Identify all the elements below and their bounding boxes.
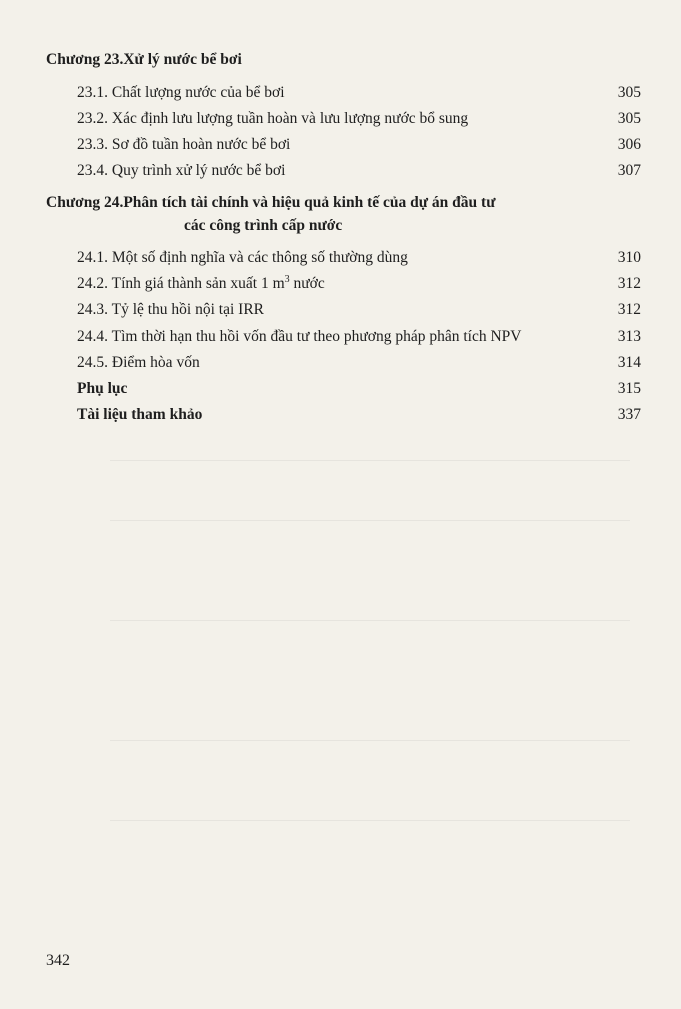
bleed-through-line — [110, 520, 630, 522]
toc-page-references: 337 — [617, 406, 641, 423]
bleed-through-line — [110, 740, 630, 742]
toc-references: Tài liệu tham khảo — [77, 406, 203, 423]
toc-entry-24-5: 24.5. Điểm hòa vốn — [77, 354, 200, 371]
toc-page-24-3: 312 — [617, 301, 641, 318]
toc-page-23-2: 305 — [617, 110, 641, 127]
toc-entry-24-2 — [77, 274, 325, 294]
toc-entry-24-2-superscript: 3 — [284, 273, 290, 285]
toc-entry-24-2-suffix: nước — [289, 275, 325, 292]
chapter-23-title: Chương 23.Xử lý nước bể bơi — [46, 51, 242, 68]
toc-appendix: Phụ lục — [77, 380, 128, 397]
chapter-24-title-line2: các công trình cấp nước — [184, 217, 343, 234]
chapter-24-title-line1: Chương 24.Phân tích tài chính và hiệu quả kinh tế của dự án đầu tư — [46, 194, 496, 211]
toc-entry-23-2: 23.2. Xác định lưu lượng tuần hoàn và lưu lượng nước bổ sung — [77, 110, 469, 127]
page-number: 342 — [46, 952, 70, 969]
toc-entry-24-2-text: 24.2. Tính giá thành sản xuất 1 m — [77, 275, 285, 292]
toc-entry-23-1: 23.1. Chất lượng nước của bể bơi — [77, 84, 285, 101]
bleed-through-line — [110, 820, 630, 822]
toc-entry-23-3: 23.3. Sơ đồ tuần hoàn nước bể bơi — [77, 136, 291, 153]
toc-entry-24-1: 24.1. Một số định nghĩa và các thông số thường dùng — [77, 249, 408, 266]
toc-page-23-4: 307 — [617, 162, 641, 179]
toc-page-24-5: 314 — [617, 354, 641, 371]
toc-page-23-3: 306 — [617, 136, 641, 153]
toc-entry-24-4: 24.4. Tìm thời hạn thu hồi vốn đầu tư theo phương pháp phân tích NPV — [77, 328, 522, 345]
toc-page-24-4: 313 — [617, 328, 641, 345]
toc-page-23-1: 305 — [617, 84, 641, 101]
toc-entry-23-4: 23.4. Quy trình xử lý nước bể bơi — [77, 162, 286, 179]
bleed-through-line — [110, 460, 630, 462]
toc-page-appendix: 315 — [617, 380, 641, 397]
toc-entry-24-3: 24.3. Tỷ lệ thu hồi nội tại IRR — [77, 301, 264, 318]
toc-page-24-1: 310 — [617, 249, 641, 266]
toc-page-24-2: 312 — [617, 275, 641, 292]
bleed-through-line — [110, 620, 630, 622]
